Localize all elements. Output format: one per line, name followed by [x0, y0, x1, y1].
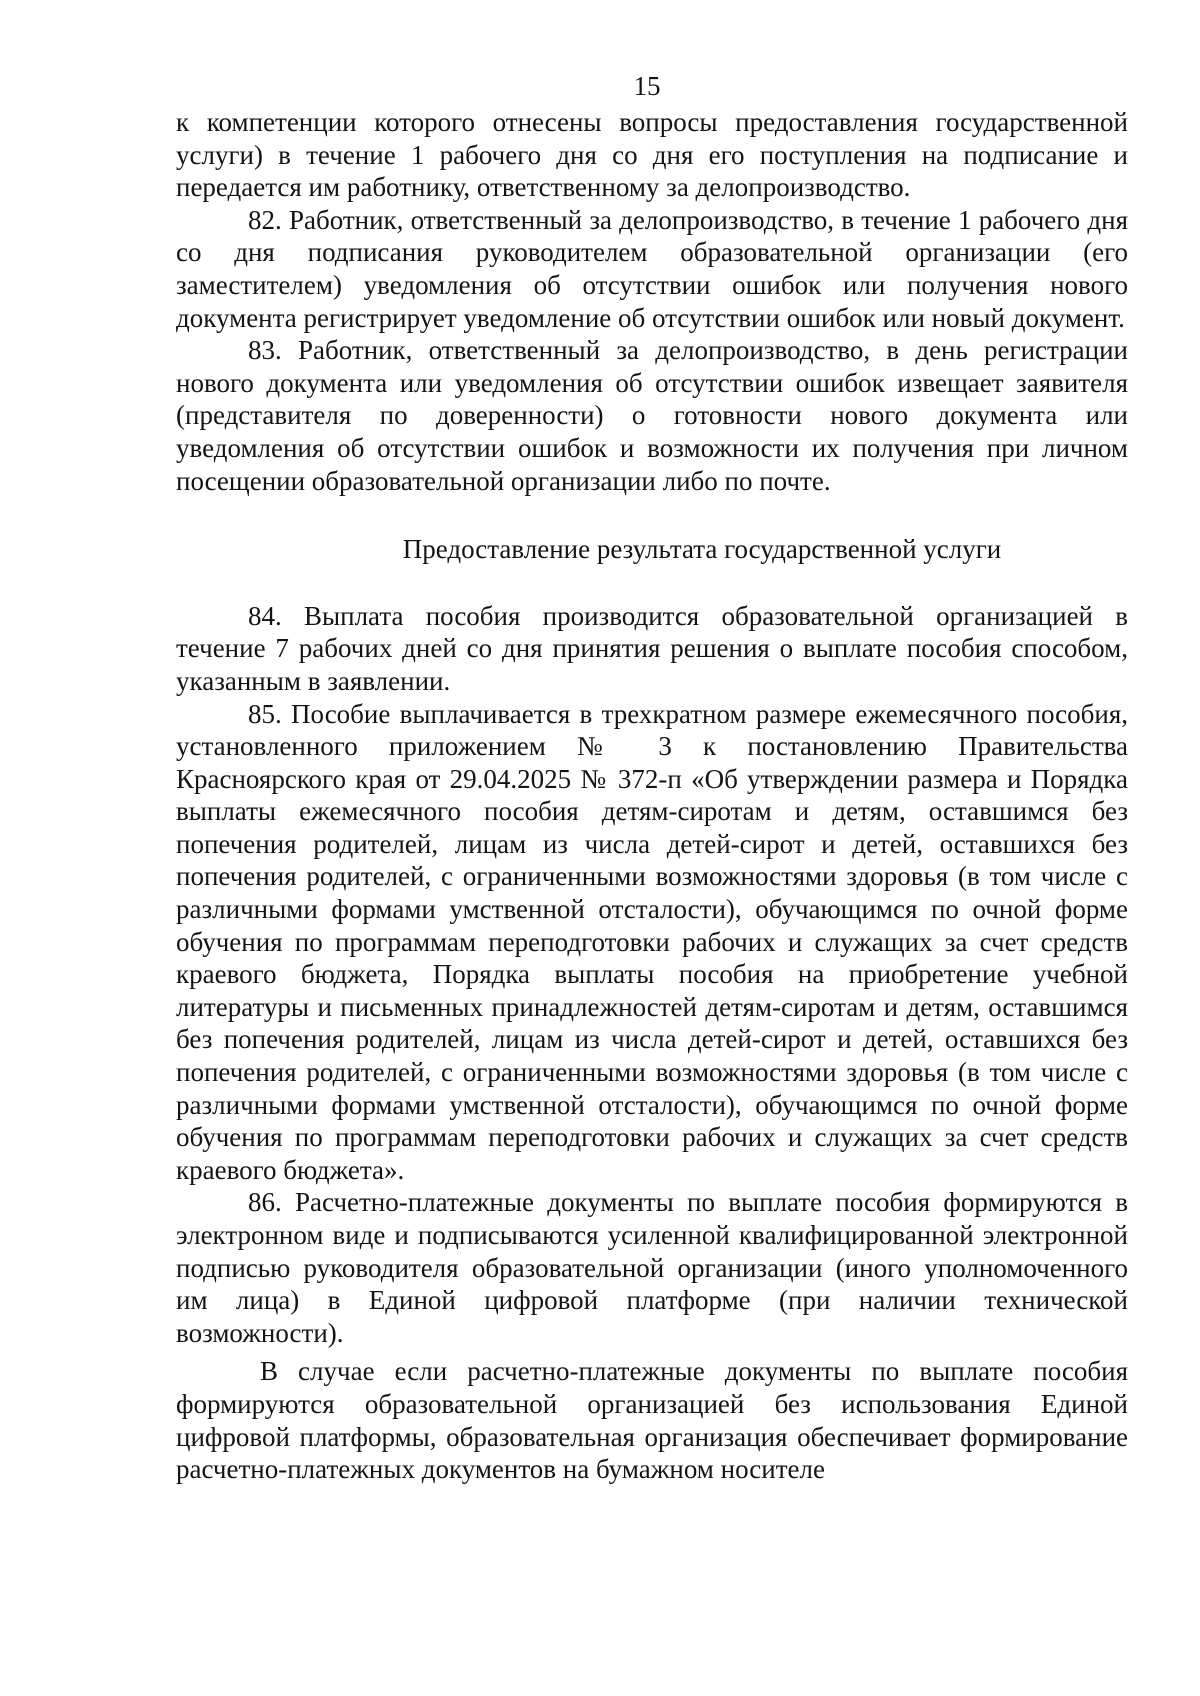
paragraph-83: 83. Работник, ответственный за делопроизводство, в день регистрации нового документа или уведомления об отсутствии ошибок извещает заявителя (представителя по доверенности) о готовности нового документа или уведомления об отсутствии ошибок и возможности их получения при личном посещении образовательной организации либо по почте.: [176, 335, 1128, 496]
paragraph-86: 86. Расчетно-платежные документы по выплате пособия формируются в электронном виде и подписываются усиленной квалифицированной электронной подписью руководителя образовательной организации (иного уполномоченного им лица) в Единой цифровой платформе (при наличии технической возможности).: [176, 1187, 1128, 1348]
paragraph-82: 82. Работник, ответственный за делопроизводство, в течение 1 рабочего дня со дня подписания руководителем образовательной организации (его заместителем) уведомления об отсутствии ошибок или получения нового документа регистрирует уведомление об отсутствии ошибок или новый документ.: [176, 204, 1128, 333]
paragraph-continuation: к компетенции которого отнесены вопросы предоставления государственной услуги) в течение 1 рабочего дня со дня его поступления на подписание и передается им работнику, ответственному за делопроизводство.: [176, 107, 1128, 203]
paragraph-84: 84. Выплата пособия производится образовательной организацией в течение 7 рабочих дней со дня принятия решения о выплате пособия способом, указанным в заявлении.: [176, 600, 1128, 696]
paragraph-85: 85. Пособие выплачивается в трехкратном размере ежемесячного пособия, установленного приложением № 3 к постановлению Правительства Красноярского края от 29.04.2025 № 372-п «Об утверждении размера и Порядка выплаты ежемесячного пособия детям-сиротам и детям, оставшимся без попечения родителей, лицам из числа детей-сирот и детей, оставшихся без попечения родителей, с ограниченными возможностями здоровья (в том числе с различными формами умственной отсталости), обучающимся по очной форме обучения по программам переподготовки рабочих и служащих за счет средств краевого бюджета, Порядка выплаты пособия на приобретение учебной литературы и письменных принадлежностей детям-сиротам и детям, оставшимся без попечения родителей, лицам из числа детей-сирот и детей, оставшихся без попечения родителей, с ограниченными возможностями здоровья (в том числе с различными формами умственной отсталости), обучающимся по очной форме обучения по программам переподготовки рабочих и служащих за счет средств краевого бюджета».: [176, 698, 1128, 1185]
paragraph-86-continuation: В случае если расчетно-платежные документы по выплате пособия формируются образовательной организацией без использования Единой цифровой платформы, образовательная организация обеспечивает формирование расчетно-платежных документов на бумажном носителе: [176, 1356, 1128, 1485]
page-number: 15: [633, 71, 661, 101]
document-body: [176, 106, 1128, 1486]
section-heading: Предоставление результата государственной услуги: [402, 534, 1002, 565]
